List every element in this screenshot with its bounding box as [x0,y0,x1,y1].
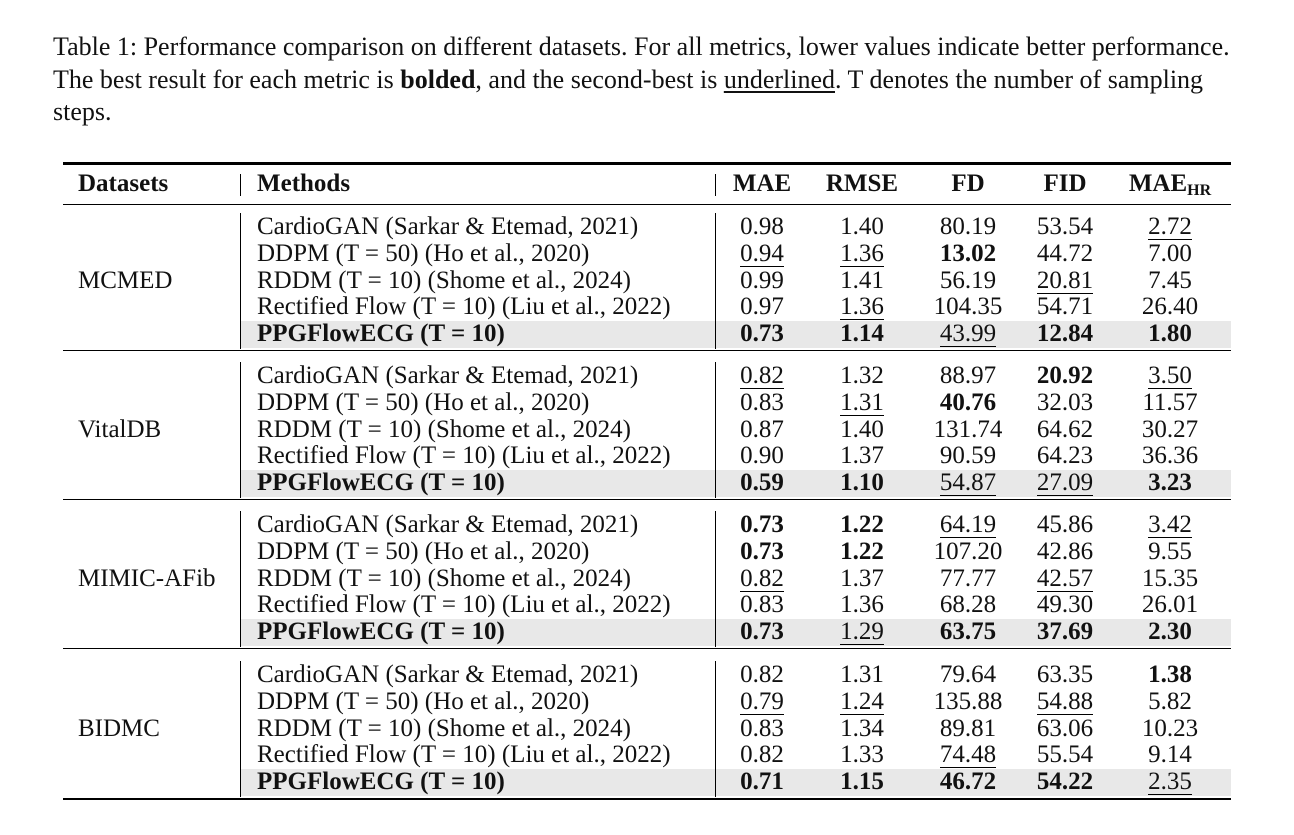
cell-value: 0.73 [740,618,784,646]
cell-mae [712,267,812,294]
table-row [0,768,1294,795]
table-row [0,293,1294,320]
cell-value: 1.37 [840,564,884,592]
cell-rmse [812,442,912,469]
cell-value: 0.97 [740,293,784,321]
cell-rmse [812,511,912,538]
cell-value: 68.28 [939,591,997,619]
table-row [0,661,1294,688]
cell-fid [1015,565,1115,592]
cell-rmse [812,469,912,496]
table-row [0,362,1294,389]
cell-value: 42.86 [1036,537,1094,565]
cell-value: 0.98 [740,213,784,240]
cell-fid [1015,741,1115,768]
cell-value: 3.50 [1148,362,1192,389]
cell-mae [712,511,812,538]
method-name: RDDM (T = 10) (Shome et al., 2024) [257,564,632,592]
cell-value: 0.73 [740,511,784,538]
cell-value: 1.14 [840,320,884,348]
cell-value: 1.33 [840,741,884,769]
cell-value: 32.03 [1036,388,1094,416]
caption-bold-word: bolded [400,64,476,94]
cell-fid [1015,768,1115,795]
cell-mae [712,213,812,240]
cell-value: 88.97 [939,362,997,389]
cell-mae [712,362,812,389]
method-name: DDPM (T = 50) (Ho et al., 2020) [257,239,590,267]
cell-value: 56.19 [939,266,997,294]
cell-fd [918,768,1018,795]
cell-value: 44.72 [1036,239,1094,267]
cell-value: 63.75 [939,618,997,646]
header-mae-hr-sub: HR [1187,182,1212,199]
cell-mae [712,741,812,768]
cell-rmse [812,591,912,618]
cell-value: 74.48 [939,741,997,769]
header-datasets: Datasets [78,170,169,197]
cell-value: 2.35 [1148,768,1192,796]
cell-fid [1015,715,1115,742]
cell-value: 80.19 [939,213,997,240]
cell-fid [1015,661,1115,688]
group-separator-rule [63,499,1231,500]
table-row [0,538,1294,565]
cell-fd [918,416,1018,443]
cell-value: 89.81 [939,714,997,742]
dataset-name: MIMIC-AFib [78,564,216,592]
method-name: CardioGAN (Sarkar & Etemad, 2021) [257,661,639,688]
cell-value: 10.23 [1141,714,1199,742]
cell-fid [1015,213,1115,240]
cell-value: 1.15 [840,768,884,796]
cell-value: 64.19 [939,511,997,538]
cell-mae-hr [1120,416,1220,443]
cell-value: 79.64 [939,661,997,688]
cell-value: 1.40 [840,415,884,443]
cell-value: 0.99 [740,266,784,294]
cell-value: 64.23 [1036,442,1094,470]
cell-fd [918,213,1018,240]
cell-mae [712,320,812,347]
cell-fid [1015,442,1115,469]
cell-value: 77.77 [939,564,997,592]
cell-mae [712,768,812,795]
cell-fd [918,240,1018,267]
cell-value: 0.83 [740,714,784,742]
cell-fid [1015,293,1115,320]
cell-value: 54.71 [1036,293,1094,321]
cell-rmse [812,362,912,389]
table-row [0,511,1294,538]
table-row [0,618,1294,645]
cell-mae-hr [1120,293,1220,320]
cell-value: 135.88 [933,687,1003,715]
cell-fd [918,267,1018,294]
cell-value: 43.99 [939,320,997,348]
header-methods: Methods [257,170,351,197]
header-fd: FD [951,170,985,197]
table-row [0,442,1294,469]
cell-fd [918,469,1018,496]
cell-mae [712,715,812,742]
cell-mae-hr [1120,267,1220,294]
cell-mae [712,240,812,267]
cell-mae [712,591,812,618]
cell-fd [918,591,1018,618]
table-row [0,416,1294,443]
cell-rmse [812,715,912,742]
table-row [0,240,1294,267]
group-separator-rule [63,648,1231,649]
cell-mae-hr [1120,469,1220,496]
cell-value: 26.01 [1141,591,1199,619]
cell-value: 1.22 [840,537,884,565]
cell-value: 27.09 [1036,469,1094,497]
cell-mae [712,416,812,443]
cell-value: 2.30 [1148,618,1192,646]
cell-mae [712,538,812,565]
cell-rmse [812,213,912,240]
header-mae-hr [1115,166,1225,202]
cell-fd [918,362,1018,389]
cell-value: 1.31 [840,661,884,688]
cell-value: 0.83 [740,388,784,416]
group-separator-rule [63,350,1231,351]
table-bottom-rule [63,798,1231,801]
caption-text-1: Table 1: Performance comparison on different datasets. For all metrics, lower values indicate better performance. The best result for each metric is [53,32,1230,94]
cell-value: 63.06 [1036,714,1094,742]
cell-mae-hr [1120,442,1220,469]
table-row [0,741,1294,768]
cell-fd [918,715,1018,742]
cell-value: 49.30 [1036,591,1094,619]
table-caption [53,31,1253,129]
cell-value: 1.36 [840,239,884,267]
cell-value: 0.82 [740,564,784,592]
cell-value: 90.59 [939,442,997,470]
cell-mae-hr [1120,240,1220,267]
method-name: CardioGAN (Sarkar & Etemad, 2021) [257,362,639,389]
cell-fid [1015,469,1115,496]
cell-value: 1.31 [840,388,884,416]
cell-mae-hr [1120,688,1220,715]
cell-value: 0.59 [740,469,784,497]
cell-value: 9.14 [1148,741,1192,769]
cell-fid [1015,511,1115,538]
cell-fd [918,661,1018,688]
cell-fid [1015,688,1115,715]
table-row [0,469,1294,496]
method-name: RDDM (T = 10) (Shome et al., 2024) [257,266,632,294]
cell-fd [918,538,1018,565]
table-row [0,688,1294,715]
cell-mae-hr [1120,661,1220,688]
cell-fid [1015,618,1115,645]
method-name: DDPM (T = 50) (Ho et al., 2020) [257,537,590,565]
cell-value: 13.02 [939,239,997,267]
cell-value: 1.29 [840,618,884,646]
cell-mae [712,293,812,320]
cell-mae [712,688,812,715]
cell-rmse [812,741,912,768]
cell-value: 42.57 [1036,564,1094,592]
cell-rmse [812,240,912,267]
cell-value: 9.55 [1148,537,1192,565]
cell-value: 64.62 [1036,415,1094,443]
table-top-rule [63,162,1231,165]
cell-value: 55.54 [1036,741,1094,769]
cell-value: 0.94 [740,239,784,267]
cell-fid [1015,362,1115,389]
cell-mae [712,442,812,469]
cell-value: 12.84 [1036,320,1094,348]
cell-value: 0.82 [740,661,784,688]
cell-fd [918,511,1018,538]
cell-fd [918,688,1018,715]
header-mae-hr-main: MAE [1128,170,1188,197]
cell-fd [918,565,1018,592]
method-name: Rectified Flow (T = 10) (Liu et al., 2022) [257,591,671,619]
cell-value: 0.73 [740,537,784,565]
cell-value: 7.45 [1148,266,1192,294]
cell-mae-hr [1120,511,1220,538]
cell-fd [918,618,1018,645]
cell-fd [918,741,1018,768]
cell-value: 0.82 [740,362,784,389]
method-name: PPGFlowECG (T = 10) [257,320,505,348]
cell-mae [712,389,812,416]
dataset-name: MCMED [78,266,173,294]
cell-value: 1.36 [840,591,884,619]
cell-mae-hr [1120,538,1220,565]
method-name: DDPM (T = 50) (Ho et al., 2020) [257,388,590,416]
cell-value: 1.24 [840,687,884,715]
table-row [0,565,1294,592]
cell-value: 1.41 [840,266,884,294]
cell-mae-hr [1120,362,1220,389]
method-name: PPGFlowECG (T = 10) [257,768,505,796]
cell-value: 0.82 [740,741,784,769]
cell-rmse [812,661,912,688]
cell-value: 3.42 [1148,511,1192,538]
cell-value: 131.74 [933,415,1003,443]
cell-fid [1015,416,1115,443]
cell-mae-hr [1120,565,1220,592]
table-row [0,715,1294,742]
table-row [0,267,1294,294]
cell-rmse [812,320,912,347]
cell-value: 54.88 [1036,687,1094,715]
cell-value: 104.35 [933,293,1003,321]
method-name: Rectified Flow (T = 10) (Liu et al., 2022) [257,293,671,321]
cell-mae-hr [1120,741,1220,768]
caption-text-3: . T denotes the number of sampling steps. [53,64,1204,126]
cell-rmse [812,768,912,795]
cell-value: 1.22 [840,511,884,538]
method-name: RDDM (T = 10) (Shome et al., 2024) [257,714,632,742]
method-name: PPGFlowECG (T = 10) [257,469,505,497]
cell-mae-hr [1120,320,1220,347]
cell-value: 54.22 [1036,768,1094,796]
method-name: CardioGAN (Sarkar & Etemad, 2021) [257,213,639,240]
cell-value: 53.54 [1036,213,1094,240]
method-name: Rectified Flow (T = 10) (Liu et al., 2022) [257,741,671,769]
cell-mae [712,618,812,645]
cell-fd [918,442,1018,469]
cell-value: 0.83 [740,591,784,619]
cell-fid [1015,538,1115,565]
cell-value: 40.76 [939,388,997,416]
header-rule [63,204,1231,205]
cell-value: 0.90 [740,442,784,470]
cell-value: 45.86 [1036,511,1094,538]
cell-value: 36.36 [1141,442,1199,470]
cell-value: 26.40 [1141,293,1199,321]
table-row [0,591,1294,618]
method-name: DDPM (T = 50) (Ho et al., 2020) [257,687,590,715]
cell-value: 1.32 [840,362,884,389]
cell-value: 63.35 [1036,661,1094,688]
cell-mae [712,661,812,688]
cell-value: 11.57 [1142,388,1198,416]
cell-mae-hr [1120,618,1220,645]
header-mae: MAE [732,170,792,197]
cell-value: 107.20 [933,537,1003,565]
cell-mae-hr [1120,715,1220,742]
method-name: PPGFlowECG (T = 10) [257,618,505,646]
cell-rmse [812,538,912,565]
cell-rmse [812,565,912,592]
cell-value: 1.37 [840,442,884,470]
cell-rmse [812,267,912,294]
cell-mae-hr [1120,768,1220,795]
cell-mae-hr [1120,213,1220,240]
cell-mae [712,469,812,496]
cell-fid [1015,389,1115,416]
method-name: CardioGAN (Sarkar & Etemad, 2021) [257,511,639,538]
cell-value: 1.34 [840,714,884,742]
cell-mae [712,565,812,592]
cell-value: 46.72 [939,768,997,796]
cell-value: 1.10 [840,469,884,497]
dataset-name: VitalDB [78,415,162,443]
cell-value: 1.80 [1148,320,1192,348]
header-rmse: RMSE [825,170,899,197]
cell-value: 30.27 [1141,415,1199,443]
cell-value: 20.81 [1036,266,1094,294]
cell-fd [918,389,1018,416]
cell-mae-hr [1120,591,1220,618]
table-row [0,213,1294,240]
caption-underline-word: underlined [723,64,835,94]
cell-fid [1015,320,1115,347]
cell-value: 1.40 [840,213,884,240]
cell-value: 37.69 [1036,618,1094,646]
cell-value: 0.71 [740,768,784,796]
header-divider-1 [240,174,241,196]
cell-rmse [812,618,912,645]
cell-value: 1.38 [1148,661,1192,688]
cell-fid [1015,267,1115,294]
cell-value: 5.82 [1148,687,1192,715]
cell-value: 3.23 [1148,469,1192,497]
cell-fid [1015,240,1115,267]
table-row [0,389,1294,416]
cell-value: 1.36 [840,293,884,321]
cell-value: 54.87 [939,469,997,497]
table-row [0,320,1294,347]
method-name: RDDM (T = 10) (Shome et al., 2024) [257,415,632,443]
caption-text-2: , and the second-best is [475,64,724,94]
cell-rmse [812,293,912,320]
cell-value: 0.87 [740,415,784,443]
cell-rmse [812,389,912,416]
cell-value: 0.79 [740,687,784,715]
cell-value: 15.35 [1141,564,1199,592]
cell-fid [1015,591,1115,618]
cell-rmse [812,416,912,443]
cell-mae-hr [1120,389,1220,416]
cell-fd [918,320,1018,347]
cell-fd [918,293,1018,320]
dataset-name: BIDMC [78,714,160,742]
cell-value: 7.00 [1148,239,1192,267]
cell-value: 2.72 [1148,213,1192,240]
cell-value: 20.92 [1036,362,1094,389]
method-name: Rectified Flow (T = 10) (Liu et al., 2022) [257,442,671,470]
header-fid: FID [1043,170,1087,197]
cell-value: 0.73 [740,320,784,348]
cell-rmse [812,688,912,715]
